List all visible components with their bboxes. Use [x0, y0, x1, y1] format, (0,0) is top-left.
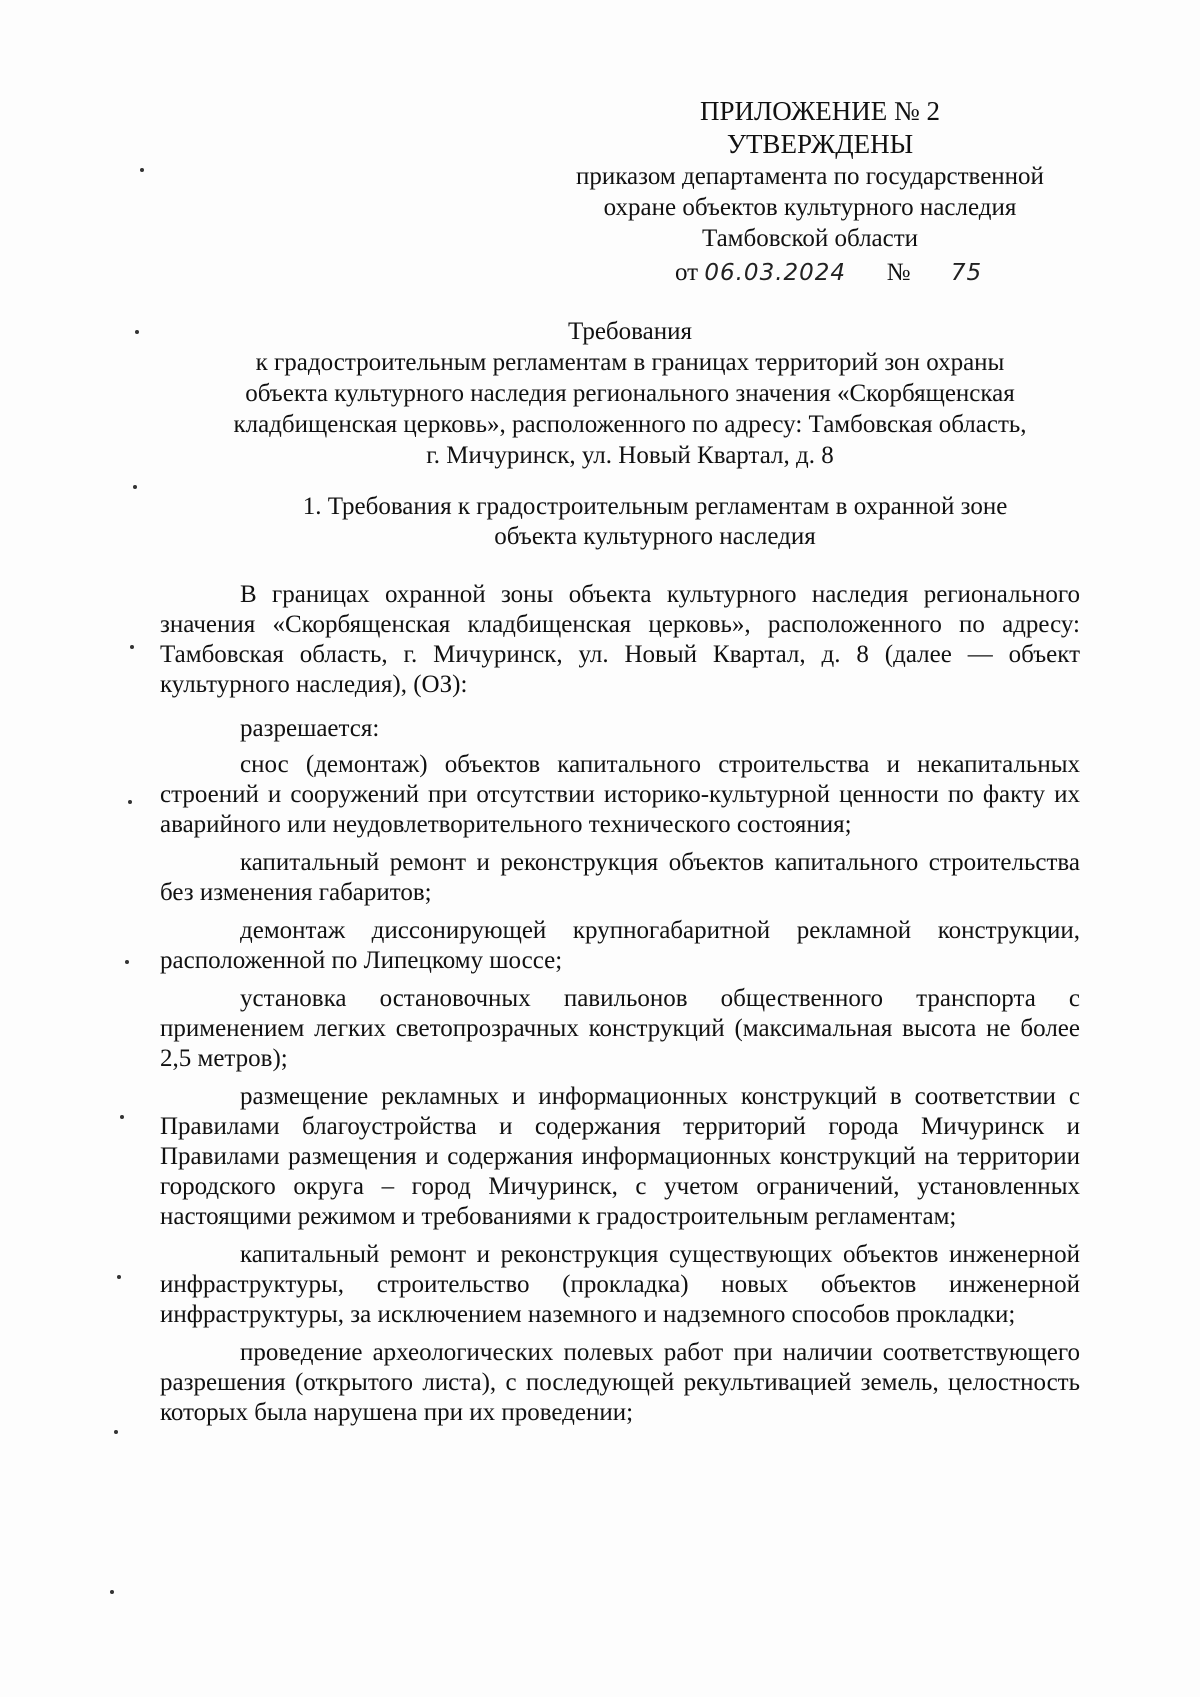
- handwritten-number: 75: [950, 260, 983, 286]
- order-date-number: [540, 257, 1080, 289]
- order-line-2: охране объектов культурного наследия: [603, 194, 1017, 221]
- handwritten-date: 06.03.2024: [704, 260, 847, 286]
- list-item: демонтаж диссонирующей крупногабаритной рекламной конструкции, расположенной по Липецкому шоссе;: [160, 917, 1080, 974]
- approved-label: УТВЕРЖДЕНЫ: [726, 129, 914, 159]
- scan-speck: [114, 1430, 118, 1434]
- scan-speck: [128, 800, 132, 804]
- scan-speck: [125, 960, 129, 964]
- title-line-3: кладбищенская церковь», расположенного по адресу: Тамбовская область,: [233, 411, 1027, 438]
- allowed-label: разрешается:: [240, 715, 380, 742]
- title-line-1: к градостроительным регламентам в границах территорий зон охраны: [255, 349, 1005, 376]
- scan-speck: [120, 1115, 124, 1119]
- lead-paragraph: В границах охранной зоны объекта культурного наследия регионального значения «Скорбященская кладбищенская церковь», расположенного по адресу: Тамбовская область, г. Мичуринск, ул. Новый Квартал, д. 8 (далее — объект культурного наследия), (ОЗ):: [160, 581, 1080, 698]
- appendix-number: ПРИЛОЖЕНИЕ № 2: [699, 96, 941, 126]
- document-title: [180, 316, 1080, 471]
- list-item: проведение археологических полевых работ при наличии соответствующего разрешения (открытого листа), с последующей рекультивацией земель, целостность которых была нарушена при их проведении;: [160, 1339, 1080, 1426]
- approval-stamp-block: [540, 95, 1080, 289]
- scan-speck: [130, 645, 134, 649]
- title-heading: Требования: [568, 318, 692, 345]
- section-heading-line-1: 1. Требования к градостроительным регламентам в охранной зоне: [302, 493, 1008, 520]
- section-1-body: [160, 580, 1080, 1436]
- list-item: капитальный ремонт и реконструкция объектов капитального строительства без изменения габаритов;: [160, 849, 1080, 906]
- scan-speck: [110, 1590, 114, 1594]
- date-prefix: от: [675, 259, 699, 286]
- scan-speck: [133, 485, 137, 489]
- list-item: капитальный ремонт и реконструкция существующих объектов инженерной инфраструктуры, строительство (прокладка) новых объектов инженерной инфраструктуры, за исключением наземного и надземного способов прокладки;: [160, 1241, 1080, 1328]
- scan-speck: [117, 1275, 121, 1279]
- number-sign: №: [886, 259, 911, 286]
- list-item: снос (демонтаж) объектов капитального строительства и некапитальных строений и сооружений при отсутствии историко-культурной ценности по факту их аварийного или неудовлетворительного технического состояния;: [160, 751, 1080, 838]
- scan-speck: [140, 168, 144, 172]
- section-heading-line-2: объекта культурного наследия: [494, 523, 816, 550]
- list-item: размещение рекламных и информационных конструкций в соответствии с Правилами благоустройства и содержания территорий города Мичуринск и Правилами размещения и содержания информационных конструкций на территории городского округа – город Мичуринск, с учетом ограничений, установленных настоящими режимом и требованиями к градостроительным регламентам;: [160, 1083, 1080, 1230]
- order-line-3: Тамбовской области: [701, 225, 919, 252]
- order-line-1: приказом департамента по государственной: [576, 163, 1044, 190]
- scan-speck: [135, 330, 139, 334]
- section-1-heading: [230, 492, 1080, 552]
- list-item: установка остановочных павильонов общественного транспорта с применением легких светопрозрачных конструкций (максимальная высота не более 2,5 метров);: [160, 985, 1080, 1072]
- title-line-2: объекта культурного наследия регионального значения «Скорбященская: [245, 380, 1015, 407]
- title-line-4: г. Мичуринск, ул. Новый Квартал, д. 8: [426, 442, 834, 469]
